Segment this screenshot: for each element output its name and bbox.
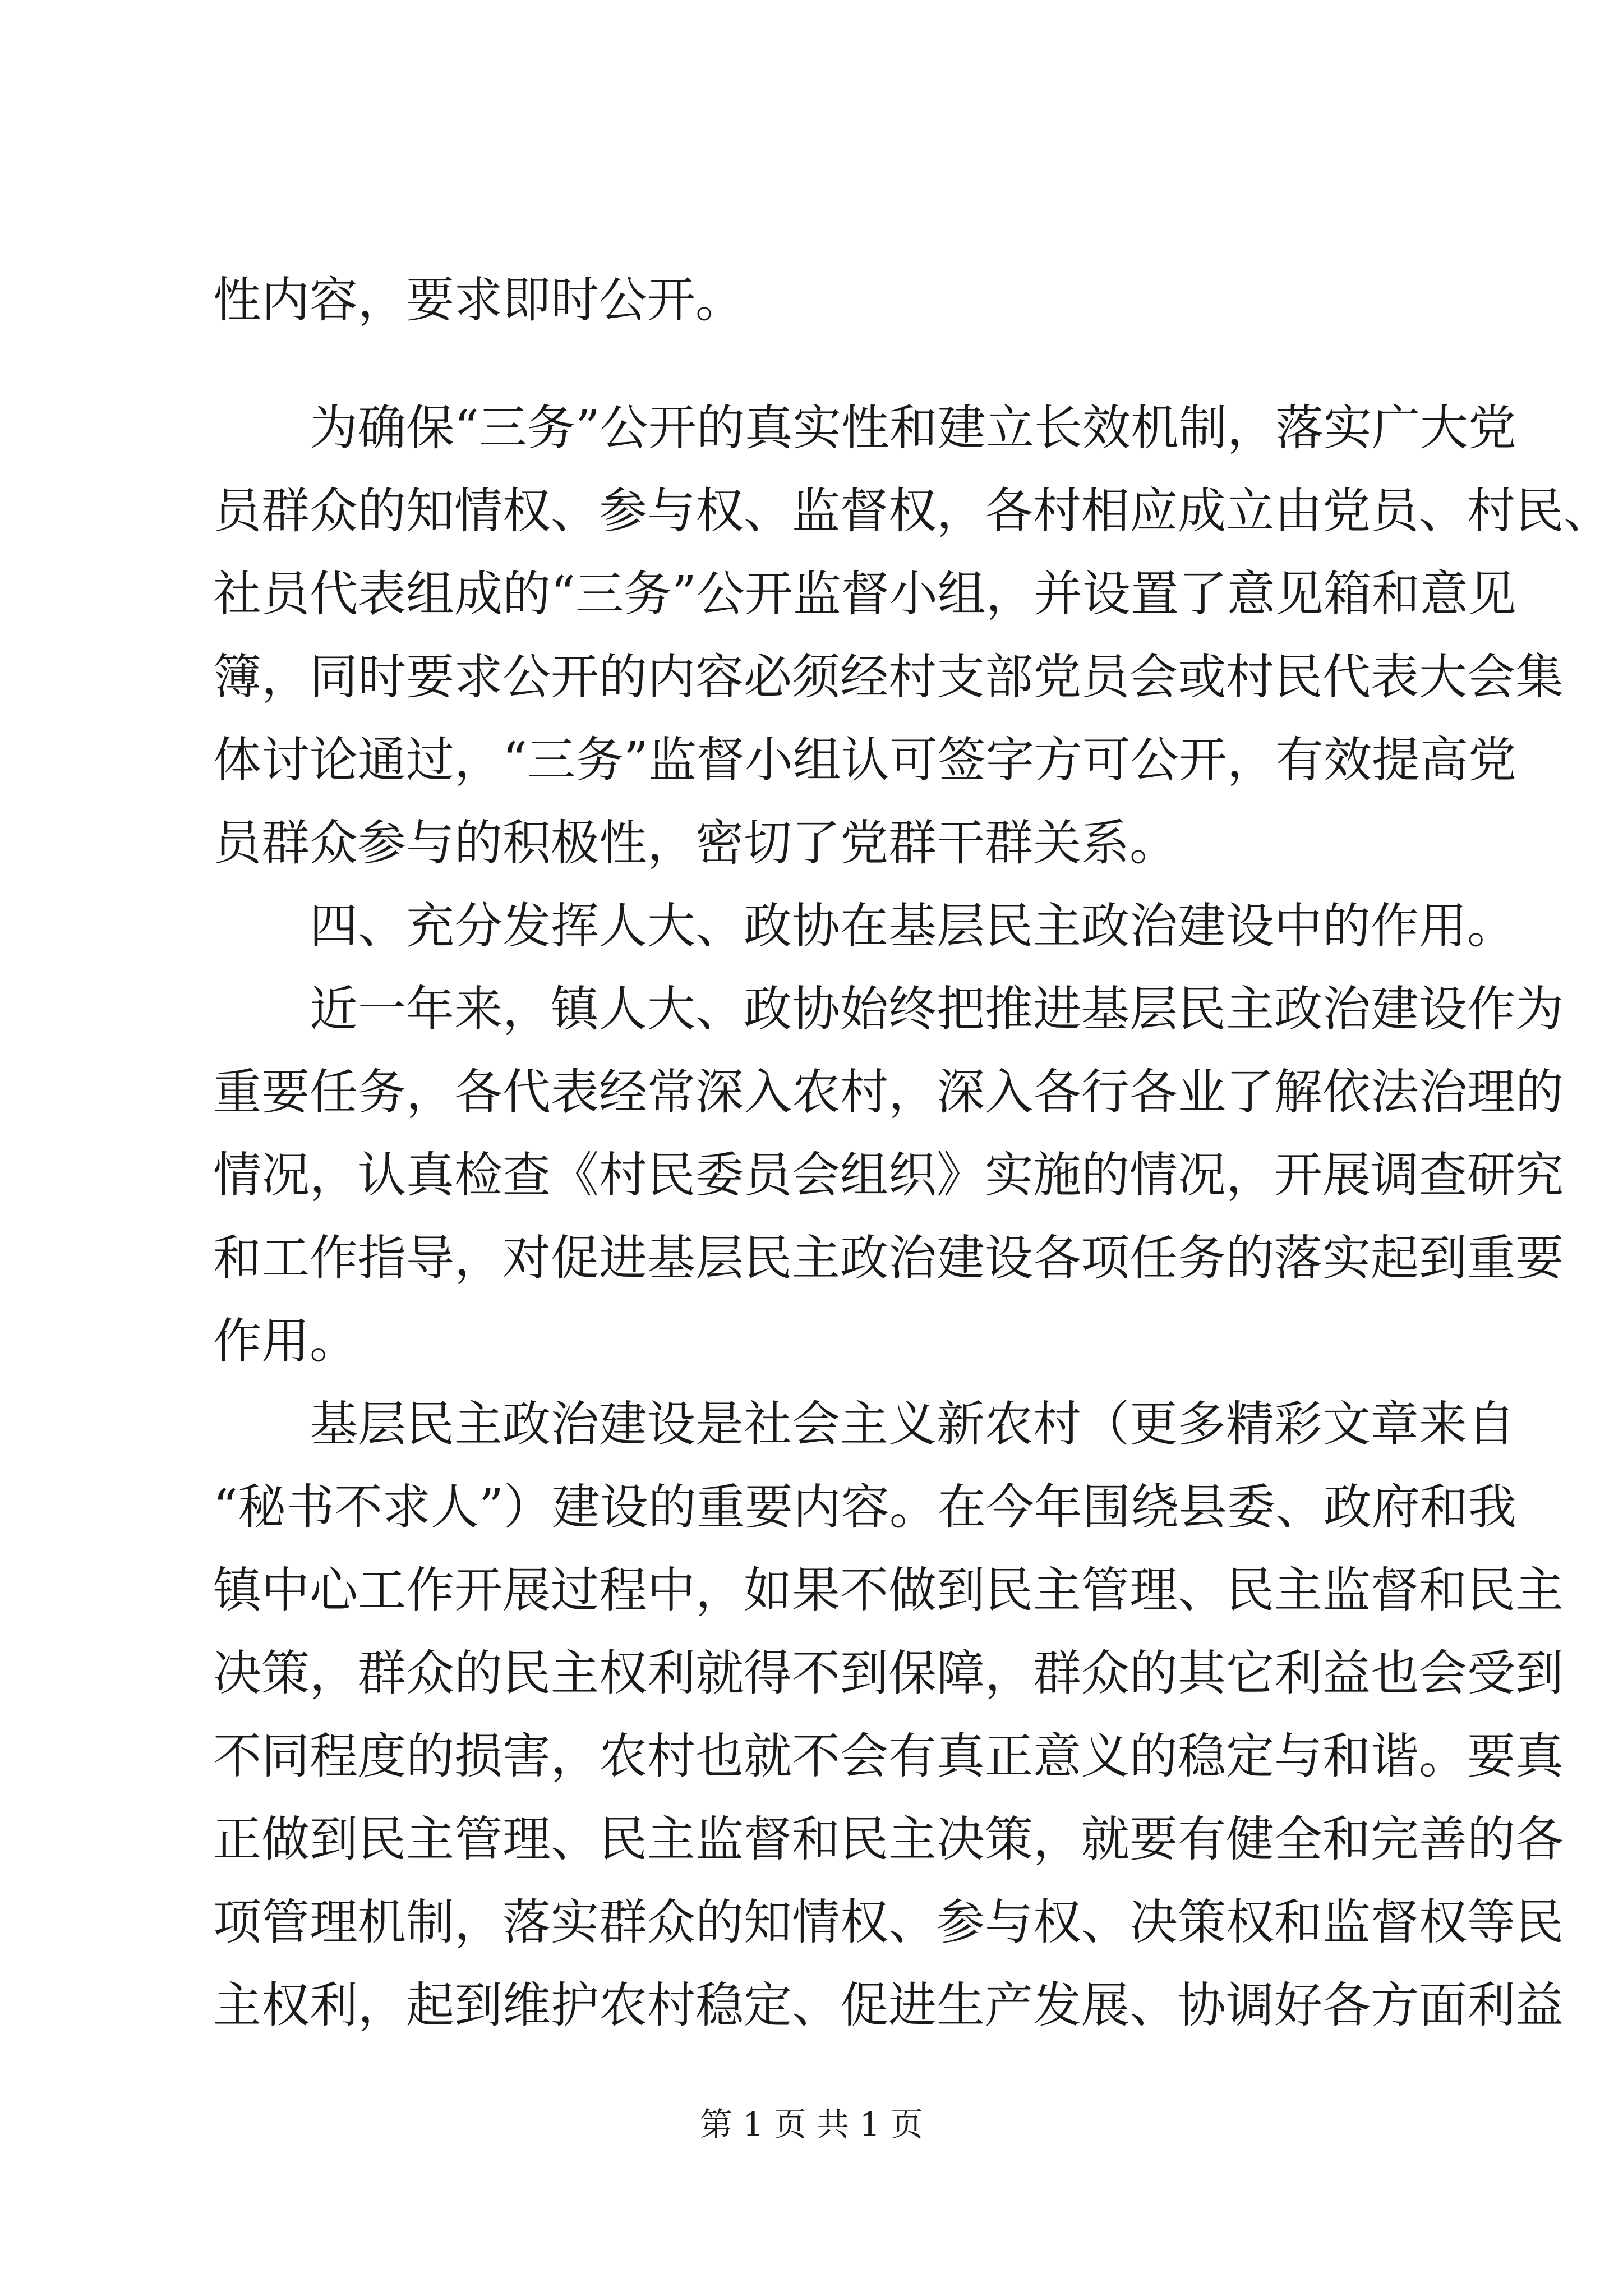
text-line: 重要任务，各代表经常深入农村，深入各行各业了解依法治理的: [213, 1064, 1564, 1120]
text-line: 作用。: [213, 1313, 358, 1369]
text-line: 员群众参与的积极性，密切了党群干群关系。: [213, 815, 1178, 871]
text-line: 和工作指导，对促进基层民主政治建设各项任务的落实起到重要: [213, 1230, 1564, 1286]
text-line: 主权利，起到维护农村稳定、促进生产发展、协调好各方面利益: [213, 1977, 1564, 2033]
text-line: 正做到民主管理、民主监督和民主决策，就要有健全和完善的各: [213, 1811, 1564, 1867]
text-line: 簿，同时要求公开的内容必须经村支部党员会或村民代表大会集: [213, 649, 1564, 705]
text-line: 镇中心工作开展过程中，如果不做到民主管理、民主监督和民主: [213, 1562, 1564, 1618]
text-line: 项管理机制，落实群众的知情权、参与权、决策权和监督权等民: [213, 1894, 1564, 1950]
text-line: 情况，认真检查《村民委员会组织》实施的情况，开展调查研究: [213, 1147, 1564, 1203]
text-line: 为确保“三务”公开的真实性和建立长效机制，落实广大党: [310, 400, 1516, 456]
text-line: “秘书不求人”）建设的重要内容。在今年围绕县委、政府和我: [213, 1479, 1516, 1535]
text-line: 近一年来，镇人大、政协始终把推进基层民主政治建设作为: [310, 981, 1564, 1037]
text-line: 体讨论通过，“三务”监督小组认可签字方可公开，有效提高党: [213, 732, 1516, 788]
text-line: 社员代表组成的“三务”公开监督小组，并设置了意见箱和意见: [213, 566, 1516, 622]
text-line: 基层民主政治建设是社会主义新农村（更多精彩文章来自: [310, 1396, 1515, 1452]
page-footer: 第 1 页 共 1 页: [700, 2105, 923, 2143]
text-line: 决策，群众的民主权利就得不到保障，群众的其它利益也会受到: [213, 1645, 1564, 1701]
text-line: 员群众的知情权、参与权、监督权，各村相应成立由党员、村民、: [213, 483, 1612, 539]
text-line: 不同程度的损害，农村也就不会有真正意义的稳定与和谐。要真: [213, 1728, 1564, 1784]
section-heading: 四、充分发挥人大、政协在基层民主政治建设中的作用。: [310, 898, 1515, 954]
text-line: 性内容，要求即时公开。: [213, 272, 744, 328]
